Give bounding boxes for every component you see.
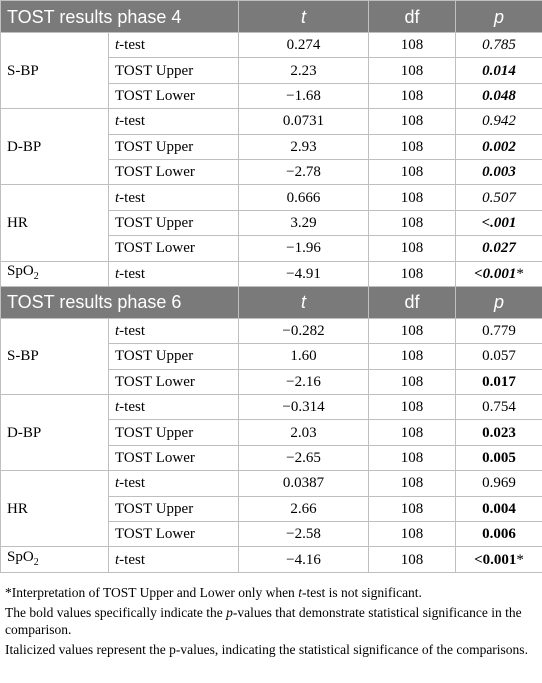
test-cell: TOST Lower	[109, 83, 239, 108]
variable-cell: S-BP	[1, 318, 109, 394]
column-header-p: p	[456, 1, 542, 33]
df-cell: 108	[369, 185, 456, 210]
footnotes	[0, 577, 542, 660]
p-value-cell: 0.969	[456, 471, 542, 496]
t-value-cell: −2.65	[239, 445, 369, 470]
p-value-cell: 0.003	[456, 159, 542, 184]
t-value-cell: −1.96	[239, 236, 369, 261]
t-value-cell: 2.93	[239, 134, 369, 159]
p-value-cell: 0.005	[456, 445, 542, 470]
p-value-cell: <0.001*	[456, 261, 542, 286]
footnote-italic-values: Italicized values represent the p-values, indicating the statistical significance of the comparisons.	[5, 641, 528, 657]
df-cell: 108	[369, 58, 456, 83]
t-value-cell: −0.314	[239, 395, 369, 420]
test-cell: TOST Upper	[109, 420, 239, 445]
table-row	[1, 395, 542, 420]
df-cell: 108	[369, 236, 456, 261]
df-cell: 108	[369, 445, 456, 470]
df-cell: 108	[369, 159, 456, 184]
df-cell: 108	[369, 496, 456, 521]
t-value-cell: 2.66	[239, 496, 369, 521]
p-value-cell: 0.754	[456, 395, 542, 420]
t-value-cell: 0.0387	[239, 471, 369, 496]
df-cell: 108	[369, 420, 456, 445]
p-value-cell: 0.057	[456, 344, 542, 369]
column-header-df: df	[369, 1, 456, 33]
test-cell: t-test	[109, 547, 239, 572]
test-cell: TOST Upper	[109, 58, 239, 83]
df-cell: 108	[369, 522, 456, 547]
t-value-cell: −1.68	[239, 83, 369, 108]
table-row	[1, 109, 542, 134]
test-cell: TOST Upper	[109, 344, 239, 369]
table-row	[1, 471, 542, 496]
table-title: TOST results phase 4	[1, 1, 239, 33]
variable-cell: SpO$_2$	[1, 547, 109, 572]
df-cell: 108	[369, 83, 456, 108]
df-cell: 108	[369, 33, 456, 58]
t-value-cell: 0.0731	[239, 109, 369, 134]
column-header-df: df	[369, 286, 456, 318]
test-cell: t-test	[109, 261, 239, 286]
table-row	[1, 547, 542, 572]
test-cell: t-test	[109, 33, 239, 58]
t-value-cell: 1.60	[239, 344, 369, 369]
p-value-cell: 0.027	[456, 236, 542, 261]
footnote-ttest-interpretation: *Interpretation of TOST Upper and Lower only when t-test is not significant.	[5, 585, 422, 600]
variable-cell: HR	[1, 185, 109, 261]
p-value-cell: 0.779	[456, 318, 542, 343]
test-cell: TOST Upper	[109, 496, 239, 521]
t-value-cell: 0.666	[239, 185, 369, 210]
p-value-cell: 0.017	[456, 369, 542, 394]
table-row	[1, 318, 542, 343]
t-value-cell: −2.58	[239, 522, 369, 547]
column-header-p: p	[456, 286, 542, 318]
test-cell: TOST Lower	[109, 159, 239, 184]
table-row	[1, 185, 542, 210]
test-cell: t-test	[109, 185, 239, 210]
p-value-cell: 0.942	[456, 109, 542, 134]
column-header-t: t	[239, 1, 369, 33]
df-cell: 108	[369, 344, 456, 369]
test-cell: t-test	[109, 109, 239, 134]
p-value-cell: 0.002	[456, 134, 542, 159]
table-header-row	[1, 1, 542, 33]
p-value-cell: 0.023	[456, 420, 542, 445]
t-value-cell: −4.16	[239, 547, 369, 572]
p-value-cell: <0.001*	[456, 547, 542, 572]
table-row	[1, 33, 542, 58]
table-title: TOST results phase 6	[1, 286, 239, 318]
table-row	[1, 261, 542, 286]
test-cell: t-test	[109, 395, 239, 420]
p-value-cell: 0.785	[456, 33, 542, 58]
test-cell: TOST Lower	[109, 445, 239, 470]
df-cell: 108	[369, 134, 456, 159]
df-cell: 108	[369, 369, 456, 394]
test-cell: TOST Upper	[109, 210, 239, 235]
p-value-cell: 0.006	[456, 522, 542, 547]
t-value-cell: 2.23	[239, 58, 369, 83]
test-cell: TOST Lower	[109, 236, 239, 261]
df-cell: 108	[369, 210, 456, 235]
variable-cell: HR	[1, 471, 109, 547]
p-value-cell: 0.048	[456, 83, 542, 108]
test-cell: TOST Upper	[109, 134, 239, 159]
t-value-cell: −2.78	[239, 159, 369, 184]
df-cell: 108	[369, 547, 456, 572]
footnote-bold-values: The bold values specifically indicate the p-values that demonstrate statistical significance in the comparison.	[5, 604, 522, 637]
test-cell: t-test	[109, 318, 239, 343]
test-cell: TOST Lower	[109, 522, 239, 547]
t-value-cell: 0.274	[239, 33, 369, 58]
column-header-t: t	[239, 286, 369, 318]
t-value-cell: 3.29	[239, 210, 369, 235]
df-cell: 108	[369, 395, 456, 420]
test-cell: TOST Lower	[109, 369, 239, 394]
variable-cell: S-BP	[1, 33, 109, 109]
p-value-cell: 0.004	[456, 496, 542, 521]
df-cell: 108	[369, 471, 456, 496]
variable-cell: D-BP	[1, 395, 109, 471]
variable-cell: SpO$_2$	[1, 261, 109, 286]
variable-cell: D-BP	[1, 109, 109, 185]
p-value-cell: <.001	[456, 210, 542, 235]
table-header-row	[1, 286, 542, 318]
df-cell: 108	[369, 109, 456, 134]
table-body	[1, 1, 542, 573]
t-value-cell: −4.91	[239, 261, 369, 286]
p-value-cell: 0.507	[456, 185, 542, 210]
t-value-cell: 2.03	[239, 420, 369, 445]
p-value-cell: 0.014	[456, 58, 542, 83]
df-cell: 108	[369, 261, 456, 286]
t-value-cell: −2.16	[239, 369, 369, 394]
t-value-cell: −0.282	[239, 318, 369, 343]
df-cell: 108	[369, 318, 456, 343]
test-cell: t-test	[109, 471, 239, 496]
